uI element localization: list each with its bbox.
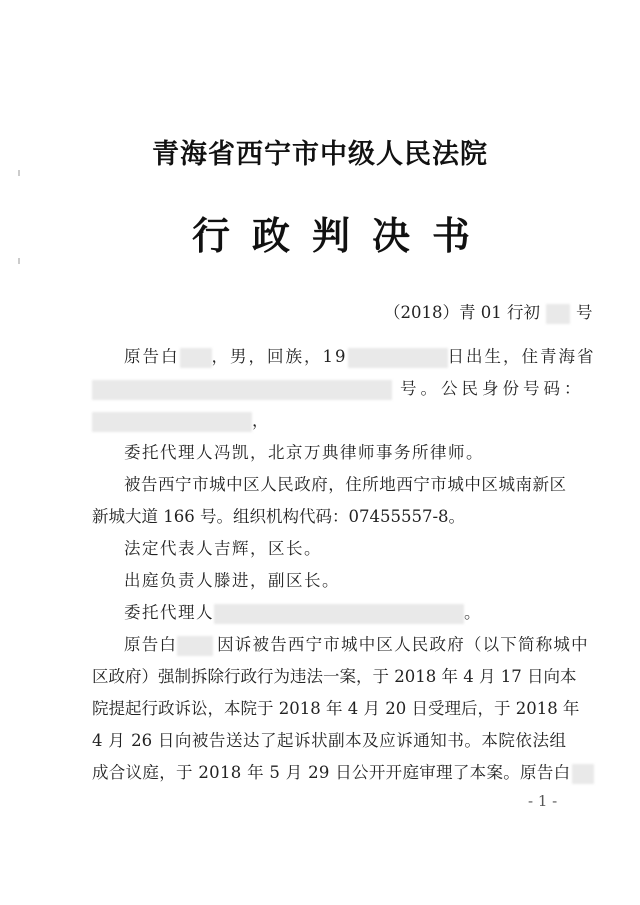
redaction [214, 604, 464, 624]
text: 成合议庭，于 2018 年 5 月 29 日公开开庭审理了本案。原告白 [92, 763, 571, 782]
case-paragraph-line: 4 月 26 日向被告送达了起诉状副本及应诉通知书。本院依法组 [92, 731, 566, 750]
text: ， [252, 411, 269, 430]
case-paragraph-line: 区政府）强制拆除行政行为违法一案，于 2018 年 4 月 17 日向本 [92, 667, 577, 686]
document-type: 行政判决书 [191, 213, 492, 258]
plaintiff-agent: 委托代理人冯凯，北京万典律师事务所律师。 [124, 443, 484, 462]
text: 。 [464, 603, 482, 622]
address-line [92, 378, 585, 400]
text: 委托代理人 [124, 603, 214, 622]
defendant-address: 新城大道 166 号。组织机构代码：07455557-8。 [92, 507, 466, 526]
redaction [348, 348, 448, 368]
redaction [92, 412, 252, 432]
redaction [92, 380, 392, 400]
legal-representative: 法定代表人吉辉，区长。 [124, 539, 322, 558]
defendant-line: 被告西宁市城中区人民政府，住所地西宁市城中区城南新区 [124, 475, 566, 494]
text: ，男，回族，19 [211, 347, 348, 366]
text: 因诉被告西宁市城中区人民政府（以下简称城中 [217, 635, 589, 654]
court-name: 青海省西宁市中级人民法院 [152, 139, 488, 170]
text: 日出生，住青海省 [447, 347, 596, 366]
responsible-person: 出庭负责人滕进，副区长。 [124, 571, 340, 590]
case-number-suffix: 号 [575, 303, 593, 322]
redaction [180, 348, 212, 368]
case-paragraph-line: 院提起行政诉讼，本院于 2018 年 4 月 20 日受理后，于 2018 年 [92, 699, 580, 718]
case-number-prefix: （2018）青 01 行初 [384, 303, 540, 322]
redaction [177, 636, 213, 656]
text: 原告白 [124, 347, 180, 366]
case-paragraph-line [92, 762, 594, 784]
defendant-agent [124, 602, 482, 624]
case-paragraph-start [124, 634, 589, 656]
text: 原告白 [124, 635, 178, 654]
page-number: - 1 - [528, 792, 558, 810]
text: 号。公民身份号码： [400, 379, 585, 398]
redaction [572, 764, 594, 784]
case-number [384, 302, 592, 324]
id-line [92, 410, 269, 432]
plaintiff-line [124, 346, 596, 368]
redaction [546, 304, 570, 324]
